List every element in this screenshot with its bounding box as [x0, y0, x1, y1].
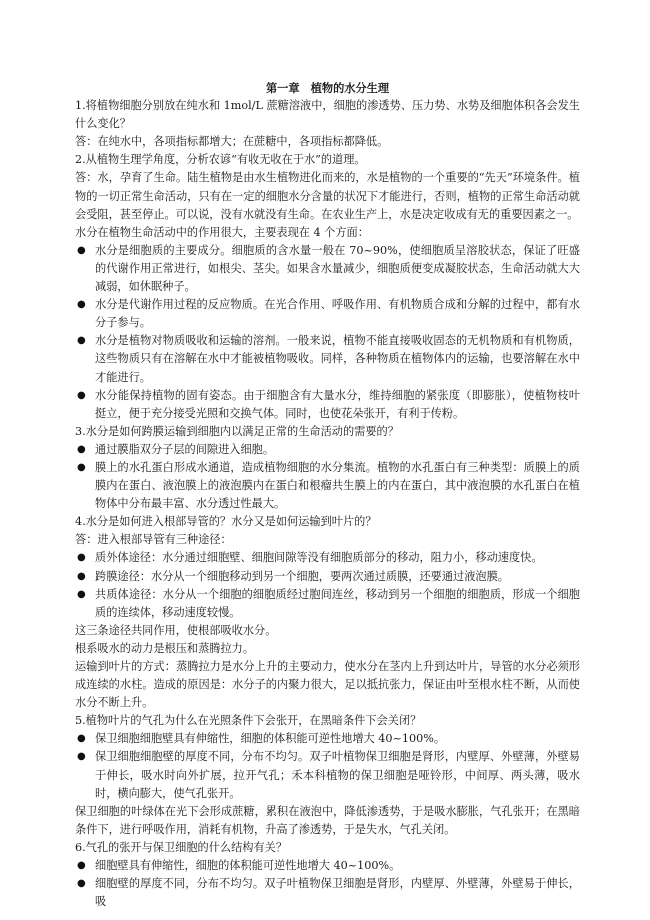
bullet-item [75, 242, 580, 296]
bullet-text: 通过膜脂双分子层的间隙进入细胞。 [95, 442, 275, 456]
bullet-item [75, 459, 580, 513]
bullet-item [75, 332, 580, 386]
paragraph: 答：进入根部导管有三种途径： [75, 533, 232, 547]
paragraph: 根系吸水的动力是根压和蒸腾拉力。 [75, 641, 255, 655]
bullet-item [75, 586, 580, 622]
bullet-item [75, 387, 580, 423]
paragraph: 4.水分是如何进入根部导管的？水分又是如何运输到叶片的？ [75, 515, 377, 529]
bullet-text: 跨膜途径：水分从一个细胞移动到另一个细胞，要两次通过质膜，还要通过液泡膜。 [95, 569, 509, 583]
bullet-dot-icon: ● [77, 335, 86, 347]
bullet-text: 水分是代谢作用过程的反应物质。在光合作用、呼吸作用、有机物质合成和分解的过程中，都有水分子参与。 [95, 298, 580, 330]
bullet-item [75, 748, 580, 802]
bullet-item [75, 568, 580, 586]
bullet-text: 水分能保持植物的固有姿态。由于细胞含有大量水分，维持细胞的紧张度（即膨胀），使植物枝叶挺立，便于充分接受光照和交换气体。同时，也使花朵张开，有利于传粉。 [95, 388, 580, 420]
bullet-item [75, 549, 580, 567]
paragraph: 5.植物叶片的气孔为什么在光照条件下会张开，在黑暗条件下会关闭？ [75, 714, 422, 728]
document-body [75, 97, 580, 911]
document-page [75, 79, 580, 911]
bullet-dot-icon: ● [77, 389, 86, 401]
bullet-dot-icon: ● [77, 443, 86, 455]
paragraph: 答：水，孕育了生命。陆生植物是由水生植物进化而来的，水是植物的一个重要的“先天”环境条件。植物的一切正常生命活动，只有在一定的细胞水分含量的状况下才能进行，否则，植物的正常生命活动就会受阻，甚至停止。可以说，没有水就没有生命。在农业生产上，水是决定收成有无的重要因素之一。 [75, 171, 580, 221]
paragraph: 运输到叶片的方式：蒸腾拉力是水分上升的主要动力，使水分在茎内上升到达叶片，导管的水分必须形成连续的水柱。造成的原因是：水分子的内聚力很大，足以抵抗张力，保证由叶至根水柱不断，从而使水分不断上升。 [75, 660, 580, 710]
bullet-dot-icon: ● [77, 588, 86, 600]
paragraph: 答：在纯水中，各项指标都增大；在蔗糖中，各项指标都降低。 [75, 135, 389, 149]
bullet-text: 细胞壁具有伸缩性，细胞的体积能可逆性地增大 40~100%。 [95, 859, 401, 873]
bullet-item [75, 875, 580, 911]
bullet-dot-icon: ● [77, 552, 86, 564]
bullet-text: 保卫细胞细胞壁具有伸缩性，细胞的体积能可逆性地增大 40~100%。 [95, 732, 446, 746]
bullet-dot-icon: ● [77, 461, 86, 473]
paragraph: 6.气孔的张开与保卫细胞的什么结构有关？ [75, 840, 288, 854]
bullet-item [75, 857, 580, 875]
paragraph: 1.将植物细胞分别放在纯水和 1mol/L 蔗糖溶液中，细胞的渗透势、压力势、水势及细胞体积各会发生什么变化？ [75, 99, 580, 131]
bullet-text: 细胞壁的厚度不同，分布不均匀。双子叶植物保卫细胞是肾形，内壁厚、外壁薄，外壁易于伸长，吸 [95, 877, 580, 909]
paragraph: 保卫细胞的叶绿体在光下会形成蔗糖，累积在液泡中，降低渗透势，于是吸水膨胀，气孔张开；在黑暗条件下，进行呼吸作用，消耗有机物，升高了渗透势，于是失水，气孔关闭。 [75, 804, 580, 836]
paragraph: 这三条途径共同作用，使根部吸收水分。 [75, 623, 277, 637]
bullet-text: 质外体途径：水分通过细胞壁、细胞间隙等没有细胞质部分的移动，阻力小，移动速度快。 [95, 551, 543, 565]
bullet-text: 保卫细胞细胞壁的厚度不同，分布不均匀。双子叶植物保卫细胞是肾形，内壁厚、外壁薄，外壁易于伸长，吸水时向外扩展，拉开气孔；禾本科植物的保卫细胞是哑铃形，中间厚、两头薄，吸水时，横向膨大，使气孔张开。 [95, 750, 580, 800]
bullet-item [75, 730, 580, 748]
bullet-text: 共质体途径：水分从一个细胞的细胞质经过胞间连丝，移动到另一个细胞的细胞质，形成一个细胞质的连续体，移动速度较慢。 [95, 587, 580, 619]
bullet-dot-icon: ● [77, 751, 86, 763]
bullet-dot-icon: ● [77, 299, 86, 311]
chapter-title: 第一章 植物的水分生理 [265, 81, 390, 95]
bullet-dot-icon: ● [77, 244, 86, 256]
bullet-dot-icon: ● [77, 878, 86, 890]
bullet-dot-icon: ● [77, 570, 86, 582]
bullet-dot-icon: ● [77, 860, 86, 872]
bullet-item [75, 441, 580, 459]
bullet-dot-icon: ● [77, 733, 86, 745]
paragraph: 水分在植物生命活动中的作用很大，主要表现在 4 个方面： [75, 225, 369, 239]
paragraph: 2.从植物生理学角度，分析农谚“有收无收在于水”的道理。 [75, 153, 366, 167]
paragraph: 3.水分是如何跨膜运输到细胞内以满足正常的生命活动的需要的？ [75, 424, 399, 438]
bullet-text: 水分是植物对物质吸收和运输的溶剂。一般来说，植物不能直接吸收固态的无机物质和有机物质，这些物质只有在溶解在水中才能被植物吸收。同样，各种物质在植物体内的运输，也要溶解在水中才能进行。 [95, 334, 580, 384]
bullet-text: 水分是细胞质的主要成分。细胞质的含水量一般在 70~90%，使细胞质呈溶胶状态，保证了旺盛的代谢作用正常进行，如根尖、茎尖。如果含水量减少，细胞质便变成凝胶状态，生命活动就大大减弱，如休眠种子。 [95, 243, 580, 294]
bullet-text: 膜上的水孔蛋白形成水通道，造成植物细胞的水分集流。植物的水孔蛋白有三种类型：质膜上的质膜内在蛋白、液泡膜上的液泡膜内在蛋白和根瘤共生膜上的内在蛋白，其中液泡膜的水孔蛋白在植物体中分布最丰富、水分透过性最大。 [95, 460, 580, 511]
bullet-item [75, 296, 580, 332]
